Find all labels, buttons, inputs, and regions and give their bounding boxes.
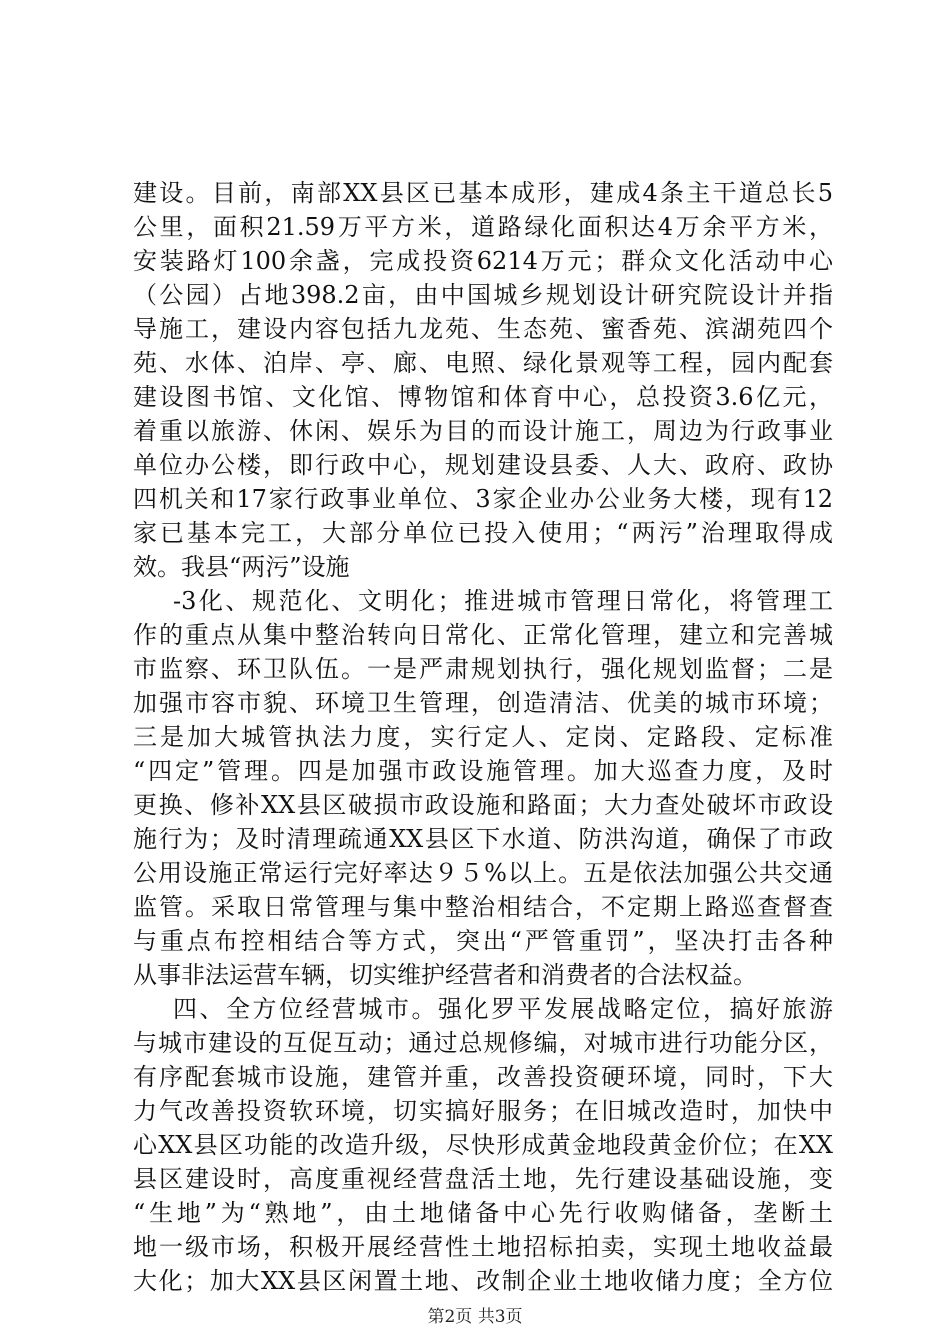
text-line: 导施工，建设内容包括九龙苑、生态苑、蜜香苑、滨湖苑四个 bbox=[133, 315, 833, 343]
paragraph-end-line: 效。我县“两污”设施 bbox=[133, 553, 350, 581]
text-line: 加强市容市貌、环境卫生管理，创造清洁、优美的城市环境； bbox=[133, 689, 833, 717]
text-line: 公用设施正常运行完好率达９５%以上。五是依法加强公共交通 bbox=[133, 859, 833, 887]
text-line: 苑、水体、泊岸、亭、廊、电照、绿化景观等工程，园内配套 bbox=[133, 349, 833, 377]
text-line: “四定”管理。四是加强市政设施管理。加大巡查力度，及时 bbox=[133, 757, 833, 785]
paragraph-start-line: 四、全方位经营城市。强化罗平发展战略定位，搞好旅游 bbox=[173, 995, 833, 1023]
text-line: 家已基本完工，大部分单位已投入使用；“两污”治理取得成 bbox=[133, 519, 833, 547]
text-line: 市监察、环卫队伍。一是严肃规划执行，强化规划监督；二是 bbox=[133, 655, 833, 683]
text-line: 四机关和17家行政事业单位、3家企业办公业务大楼，现有12 bbox=[133, 485, 833, 513]
text-line: 建设。目前，南部XX县区已基本成形，建成4条主干道总长5 bbox=[133, 179, 833, 207]
text-line: 有序配套城市设施，建管并重，改善投资硬环境，同时，下大 bbox=[133, 1063, 833, 1091]
text-line: 着重以旅游、休闲、娱乐为目的而设计施工，周边为行政事业 bbox=[133, 417, 833, 445]
text-line: 心XX县区功能的改造升级，尽快形成黄金地段黄金价位；在XX bbox=[133, 1131, 833, 1159]
document-body bbox=[133, 176, 833, 1298]
text-line: 公里，面积21.59万平方米，道路绿化面积达4万余平方米， bbox=[133, 213, 833, 241]
paragraph-end-line: 从事非法运营车辆，切实维护经营者和消费者的合法权益。 bbox=[133, 961, 757, 989]
text-line: 三是加大城管执法力度，实行定人、定岗、定路段、定标准 bbox=[133, 723, 833, 751]
text-line: 更换、修补XX县区破损市政设施和路面；大力查处破坏市政设 bbox=[133, 791, 833, 819]
text-line: 施行为；及时清理疏通XX县区下水道、防洪沟道，确保了市政 bbox=[133, 825, 833, 853]
text-line: 作的重点从集中整治转向日常化、正常化管理，建立和完善城 bbox=[133, 621, 833, 649]
text-line: 地一级市场，积极开展经营性土地招标拍卖，实现土地收益最 bbox=[133, 1233, 833, 1261]
text-line: 力气改善投资软环境，切实搞好服务；在旧城改造时，加快中 bbox=[133, 1097, 833, 1125]
page-number: 第2页 共3页 bbox=[427, 1307, 523, 1327]
text-line: 安装路灯100余盏，完成投资6214万元；群众文化活动中心 bbox=[133, 247, 833, 275]
text-line: 大化；加大XX县区闲置土地、改制企业土地收储力度；全方位 bbox=[133, 1267, 833, 1295]
text-line: （公园）占地398.2亩，由中国城乡规划设计研究院设计并指 bbox=[133, 281, 833, 309]
paragraph-start-line: -3化、规范化、文明化；推进城市管理日常化，将管理工 bbox=[173, 587, 833, 615]
text-line: 监管。采取日常管理与集中整治相结合，不定期上路巡查督查 bbox=[133, 893, 833, 921]
text-line: 单位办公楼，即行政中心，规划建设县委、人大、政府、政协 bbox=[133, 451, 833, 479]
text-line: 与城市建设的互促互动；通过总规修编，对城市进行功能分区， bbox=[133, 1029, 833, 1057]
text-line: 县区建设时，高度重视经营盘活土地，先行建设基础设施，变 bbox=[133, 1165, 833, 1193]
text-line: 建设图书馆、文化馆、博物馆和体育中心，总投资3.6亿元， bbox=[133, 383, 833, 411]
text-line: 与重点布控相结合等方式，突出“严管重罚”，坚决打击各种 bbox=[133, 927, 833, 955]
text-line: “生地”为“熟地”，由土地储备中心先行收购储备，垄断土 bbox=[133, 1199, 833, 1227]
